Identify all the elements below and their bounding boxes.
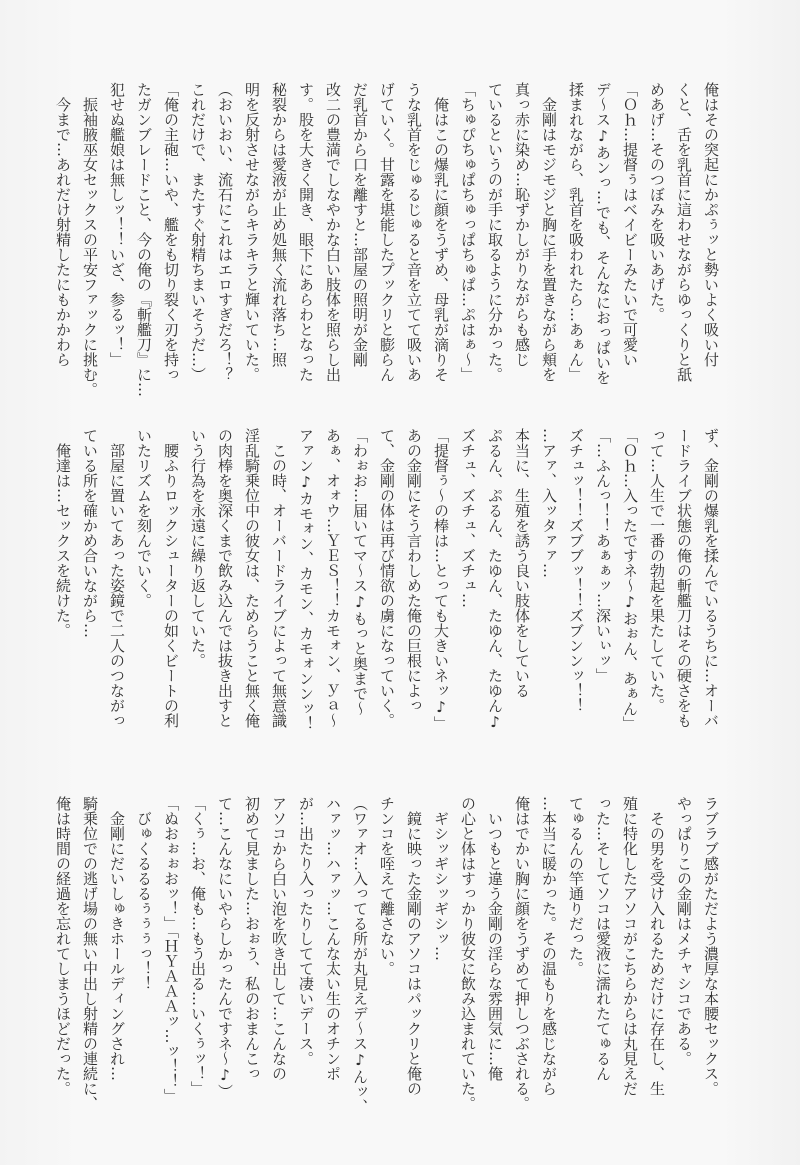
text-column: 「くぅ…お、俺も…もう出る…いくぅッ！」 — [189, 796, 207, 1096]
text-column: 金剛にだいしゅきホールディングされ… — [108, 796, 126, 1081]
text-column: 「ぬおぉぉおッ！」「ＨＹＡＡＡッ…ッ！！」 — [162, 796, 180, 1104]
text-column: やっぱりこの金剛はメチャシコである。 — [675, 796, 693, 1066]
text-column: 「俺の主砲…いや、艦をも切り裂く刃を持っ — [162, 82, 180, 382]
text-column: てゅるんの竿通りだった。 — [567, 796, 585, 976]
text-column: 初めて見ました…おぉう、私のおまんこっ — [243, 796, 261, 1081]
text-column: 俺達は…セックスを続けた。 — [54, 428, 72, 638]
text-column: デ〜ス♪あンっ…でも、そんなにおっぱいを — [594, 82, 612, 385]
text-block-top — [49, 82, 724, 397]
text-column: の心と体はすっかり彼女に飲み込まれていた。 — [459, 796, 477, 1111]
text-column: 騎乗位での逃げ場の無い中出し射精の連続に、 — [81, 796, 99, 1111]
text-column: ズチュ、ズチュ、ズチュ… — [459, 428, 477, 608]
text-column: ードライブ状態の俺の斬艦刀はその硬さをも — [675, 428, 693, 728]
text-column: これだけで、またすぐ射精ちまいそうだ…） — [189, 82, 207, 382]
text-column: ず、金剛の爆乳を揉んでいるうちに…オーバ — [702, 428, 720, 728]
text-column: ギシッギシッギシッ… — [432, 796, 450, 961]
text-column: て…こんなにいやらしかったんですネ〜♪） — [216, 796, 234, 1099]
text-column: 秘裂からは愛液が止め処無く流れ落ち…照 — [270, 82, 288, 367]
text-column: 「わぉお…届いてマ〜ス♪もっと奥まで〜 — [351, 428, 369, 716]
text-column: 「Ｏｈ…提督ぅはベイビーみたいで可愛い — [621, 82, 639, 367]
text-column: す。股を大きく開き、眼下にあらわとなった — [297, 82, 315, 382]
text-column: …本当に暖かった。その温もりを感じながら — [540, 796, 558, 1096]
text-column: アソコから白い泡を吹き出して…こんなの — [270, 796, 288, 1081]
text-column: った…そしてソコは愛液に濡れたてゅるん — [594, 796, 612, 1081]
text-column: めあげ…そのつぼみを吸いあげた。 — [648, 82, 666, 322]
text-column: 俺はその突起にかぷぅッと勢いよく吸い付 — [702, 82, 720, 367]
text-column: 本当に、生殖を誘う良い肢体をしている — [513, 428, 531, 698]
text-column: 改二の豊満でしなやかな白い肢体を照らし出 — [324, 82, 342, 382]
text-column: ぷるん、ぷるん、たゆん、たゆん、たゆん♪ — [486, 428, 504, 731]
text-column: 俺はこの爆乳に顔をうずめ、母乳が滴りそ — [432, 82, 450, 382]
text-column: チンコを咥えて離さない。 — [378, 796, 396, 976]
text-column: 「ちゅぴちゅぱちゅっぱちゅぱ…ぷはぁ〜」 — [459, 82, 477, 382]
text-column: 今まで…あれだけ射精したにもかかわら — [54, 82, 72, 367]
text-column: いう行為を永遠に繰り返していた。 — [189, 428, 207, 668]
text-column: たガンブレードこと、今の俺の『斬艦刀』に… — [135, 82, 153, 397]
text-column: 真っ赤に染め…恥ずかしがりながらも感じ — [513, 82, 531, 367]
text-column: ラブラブ感がただよう濃厚な本腰セックス。 — [702, 796, 720, 1096]
text-column: だ乳首から口を離すと…部屋の照明が金剛 — [351, 82, 369, 367]
text-column: アァン♪カモォン、カモン、カモォンンッ！ — [297, 428, 315, 731]
text-column: その男を受け入れるためだけに存在し、生 — [648, 796, 666, 1096]
text-column: あぁ、オォウ…ＹＥＳ！！カモォン、ｙａ〜 — [324, 428, 342, 728]
text-column: 揉まれながら、乳首を吸われたら…あぁん」 — [567, 82, 585, 382]
text-column: 「Ｏｈ…入ったですネ〜♪おぉん、あぁん」 — [621, 428, 639, 731]
text-column: 「提督ぅ〜の棒は…とっても大きいネッ♪」 — [432, 428, 450, 731]
text-column: 部屋に置いてあった姿鏡で二人のつながっ — [108, 428, 126, 728]
text-block-middle — [49, 428, 724, 740]
text-column: この時、オーバードライブによって無意識 — [270, 428, 288, 728]
text-column: いつもと違う金剛の淫らな雰囲気に…俺 — [486, 796, 504, 1081]
text-column: あの金剛にそう言わしめた俺の巨根によっ — [405, 428, 423, 713]
text-column: 俺は時間の経過を忘れてしまうほどだった。 — [54, 796, 72, 1096]
text-column: いたリズムを刻んでいく。 — [135, 428, 153, 608]
text-column: びゅくるるるぅぅぅっ！！ — [135, 796, 153, 991]
text-column: が…出たり入ったりしてて凄いデース。 — [297, 796, 315, 1066]
text-column: （おいおい、流石にこれはエロすぎだろ！？ — [216, 82, 234, 382]
text-column: 俺はでかい胸に顔をうずめて押しつぶされる。 — [513, 796, 531, 1111]
text-column: 腰ふりロックシューターの如くビートの利 — [162, 428, 180, 728]
text-column: （ワァオ…入ってる所が丸見えデ〜ス♪んッ、 — [351, 796, 369, 1114]
text-column: 犯せぬ艦娘は無しッ！！いざ、参るッ！」 — [108, 82, 126, 367]
text-block-bottom — [49, 796, 724, 1114]
text-column: …アァ、入ッタァァ… — [540, 428, 558, 578]
text-column: げていく。甘露を堪能したプックリと膨らん — [378, 82, 396, 382]
text-column: うな乳首をじゅるじゅると音を立てて吸いあ — [405, 82, 423, 382]
text-column: 殖に特化したアソコがこちらからは丸見えだ — [621, 796, 639, 1096]
text-column: くと、舌を乳首に這わせながらゆっくりと舐 — [675, 82, 693, 382]
text-column: ズチュッ！！ズブブッ！！ズブンンッ！！ — [567, 428, 585, 713]
text-column: って…人生で一番の勃起を果たしていた。 — [648, 428, 666, 713]
text-column: ハァッ…ハァッ…こんな太い生のオチンポ — [324, 796, 342, 1081]
text-column: 金剛はモジモジと胸に手を置きながら頬を — [540, 82, 558, 382]
text-column: 振袖腋巫女セックスの平安ファックに挑む。 — [81, 82, 99, 397]
text-column: 「…ふんっ！！あぁぁッ…深いぃッ」 — [594, 428, 612, 683]
text-column: 鏡に映った金剛のアソコはパックリと俺の — [405, 796, 423, 1096]
text-column: の肉棒を奥深くまで飲み込んでは抜き出すと — [216, 428, 234, 728]
text-column: て、金剛の体は再び情欲の虜になっていく。 — [378, 428, 396, 728]
text-column: ている所を確かめ合いながら… — [81, 428, 99, 638]
text-column: 淫乱騎乗位中の彼女は、ためらうこと無く俺 — [243, 428, 261, 728]
text-column: ているというのが手に取るように分かった。 — [486, 82, 504, 382]
text-column: 明を反射させながらキラキラと輝いていた。 — [243, 82, 261, 382]
